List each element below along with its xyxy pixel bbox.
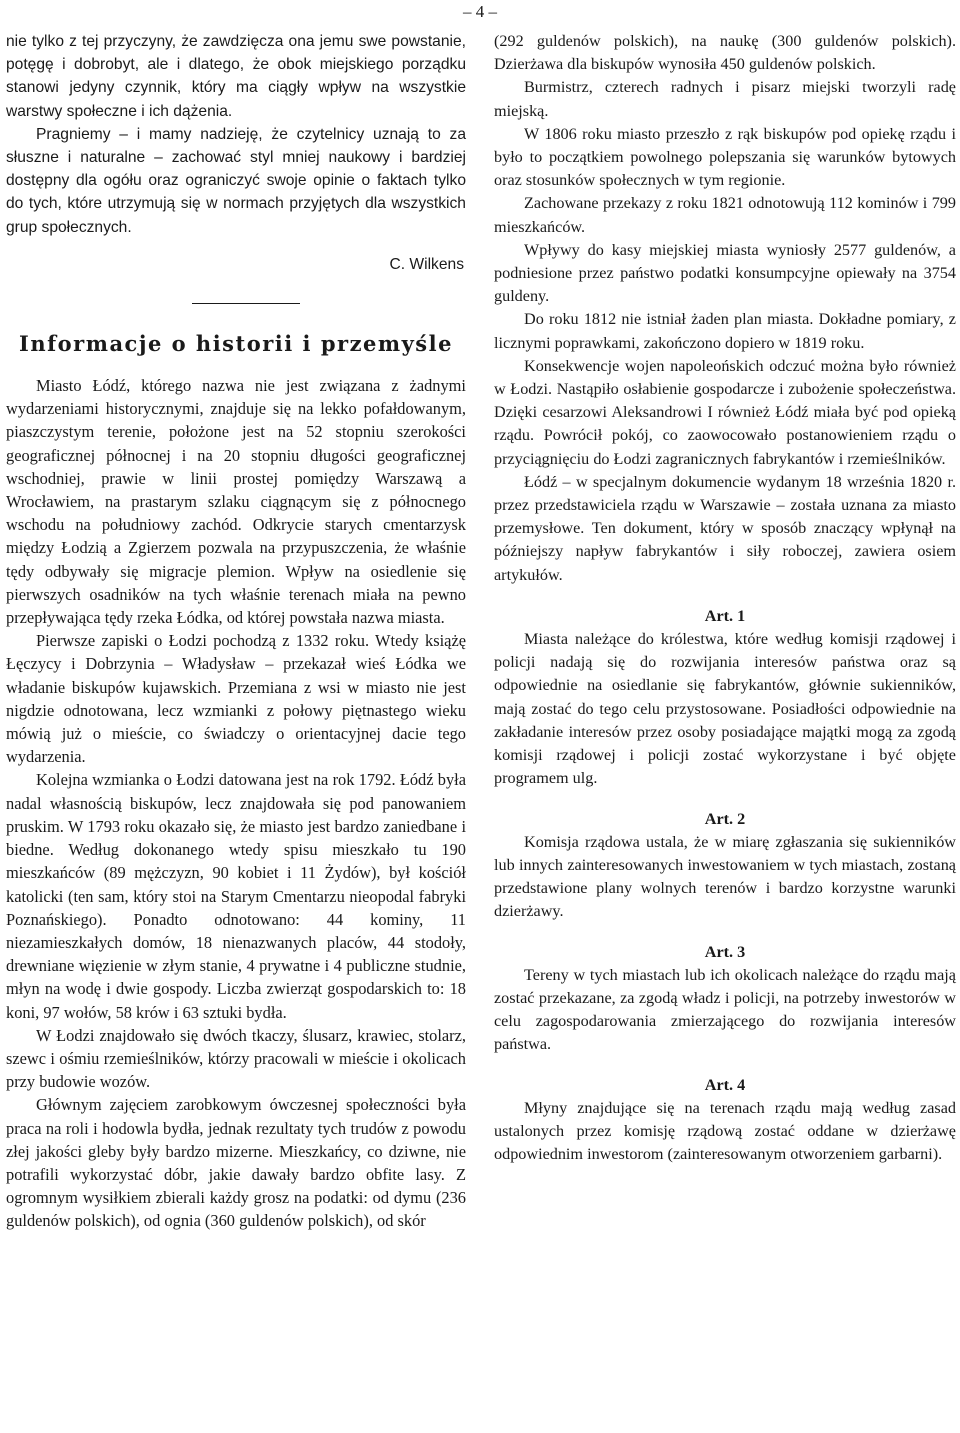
article-heading: Art. 4 (704, 1075, 746, 1094)
body-paragraph: Miasto Łódź, którego nazwa nie jest związana z żadnymi wydarzeniami historycznymi, znajduje się na lekko pofałdowanym, piaszczystym terenie, położone jest na 52 stopniu szerokości geograficznej północnej i na 20 stopniu długości geograficznej wschodniej, prawie w linii prostej pomiędzy Warszawą a Wrocławiem, na prastarym szlaku ciągnącym się z północnego wschodu na południowy zachód. Odkrycie starych cmentarzysk między Łodzią a Zgierzem pozwala na przypuszczenia, że właśnie tędy odbywały się migracje plemion. Wpływ na osiedlenie się pierwszych osadników na tych właśnie terenach miała na pewno przepływająca tędy rzeka Łódka, od której powstała nazwa miasta. (6, 376, 466, 628)
body-paragraph-continuation: (292 guldenów polskich), na naukę (300 guldenów polskich). Dzierżawa dla biskupów wynosiła 450 guldenów polskich. (494, 32, 956, 74)
article-text: Komisja rządowa ustala, że w miarę zgłaszania się sukienników lub innych zainteresowanych inwestowaniem w tych miastach, zostaną przedstawione plany wolnych terenów i bardzo korzystne warunki dzierżawy. (494, 832, 956, 921)
body-paragraph: Głównym zajęciem zarobkowym ówczesnej społeczności była praca na roli i hodowla bydła, jednak rezultaty tych trudów z powodu złej jakości gleby były bardzo mizerne. Mieszkańcy, co dziwne, nie potrafili wykorzystać dóbr, jakie dawały bardzo obfite lasy. Z ogromnym wysiłkiem zbierali każdy grosz na podatki: od dymu (236 guldenów polskich), od ognia (360 guldenów polskich), od skór (6, 1095, 466, 1231)
body-paragraph: Do roku 1812 nie istniał żaden plan miasta. Dokładne pomiary, z licznymi poprawkami, zakończono dopiero w 1819 roku. (494, 310, 956, 352)
section-title: Informacje o historii i przemyśle (19, 331, 453, 357)
body-paragraph: Zachowane przekazy z roku 1821 odnotowują 112 kominów i 799 mieszkańców. (494, 194, 956, 236)
history-body (6, 374, 466, 1233)
author-signature: C. Wilkens (389, 255, 464, 273)
body-paragraph: W 1806 roku miasto przeszło z rąk biskupów pod opiekę rządu i było to początkiem powolnego polepszania się warunków bytowych oraz stosunków społecznych w tym regionie. (494, 124, 956, 190)
section-divider (192, 303, 300, 304)
body-paragraph: Pierwsze zapiski o Łodzi pochodzą z 1332 roku. Wtedy książę Łęczycy i Dobrzynia – Władysław – przekazał wieś Łódka we władanie biskupów kujawskich. Przemiana z wsi w miasto nie jest nigdzie odnotowana, lecz wzmianki z połowy piętnastego wieku mówią już o mieście, co świadczy o orientacyjnej dacie tego wydarzenia. (6, 631, 466, 767)
intro-paragraph-continuation: nie tylko z tej przyczyny, że zawdzięcza ona jemu swe powstanie, potęgę i dobrobyt, ale i dlatego, że obok miejskiego porządku stanowi jedyny czynnik, który ma ciągły wpływ na wszystkie warstwy społeczne i ich dążenia. (6, 33, 466, 120)
body-paragraph: Konsekwencje wojen napoleońskich odczuć można było również w Łodzi. Nastąpiło osłabienie gospodarcze i zubożenie społeczeństwa. Dzięki cesarzowi Aleksandrowi I również Łódź miała być pod opieką rządu. Powrócił pokój, co zaowocowało postanowieniem rządu o przyciągnięciu do Łodzi zagranicznych fabrykantów i rzemieślników. (494, 356, 956, 468)
body-paragraph: Burmistrz, czterech radnych i pisarz miejski tworzyli radę miejską. (494, 78, 956, 120)
article-text: Tereny w tych miastach lub ich okolicach należące do rządu mają zostać przekazane, za zgodą władz i policji, na potrzeby inwestorów w celu zagospodarowania zmierzającego do rozwijania interesów państwa. (494, 965, 956, 1054)
article-heading: Art. 2 (704, 809, 746, 828)
body-paragraph: Kolejna wzmianka o Łodzi datowana jest na rok 1792. Łódź była nadal własnością biskupów, lecz znajdowała się pod panowaniem pruskim. W 1793 roku okazało się, że miasto jest bardzo zaniedbane i biedne. Według dokonanego wtedy spisu mieszkało tu 190 mieszkańców (89 mężczyzn, 90 kobiet i 11 Żydów), był kościół katolicki (ten sam, który stoi na Starym Cmentarzu nieopodal fabryki Poznańskiego). Ponadto odnotowano: 44 kominy, 11 niezamieszkałych domów, 18 nienazwanych placów, 44 stodoły, drewniane więzienie w złym stanie, 4 prywatne i 4 publiczne studnie, młyn na wodę i dwie gospody. Liczba zwierząt gospodarskich to: 18 koni, 97 wołów, 58 krów i 63 sztuki bydła. (6, 770, 466, 1022)
article-text: Miasta należące do królestwa, które według komisji rządowej i policji nadają się do rozwijania interesów państwa oraz są odpowiednie na osiedlanie się fabrykantów, głównie sukienników, mają zostać do tego celu przystosowane. Posiadłości odpowiednie na zakładanie interesów przez osoby posiadające majątki mogą za zgodą komisji rządowej i policji zostać wykorzystane i być objęte programem ulg. (494, 630, 956, 788)
body-paragraph: Łódź – w specjalnym dokumencie wydanym 18 września 1820 r. przez przedstawiciela rządu w Warszawie – została uznana za miasto przemysłowe. Ten dokument, który w sposób znaczący wpłynął na późniejszy napływ fabrykantów i siły roboczej, zawiera osiem artykułów. (494, 472, 956, 584)
article-heading: Art. 1 (704, 606, 746, 625)
body-paragraph: W Łodzi znajdowało się dwóch tkaczy, ślusarz, krawiec, stolarz, szewc i ośmiu rzemieślników, którzy pracowali w mieście i okolicach przy budowie wozów. (6, 1025, 466, 1092)
body-paragraph: Wpływy do kasy miejskiej miasta wyniosły 2577 guldenów, a podniesione przez państwo podatki konsumpcyjne opiewały na 3754 guldeny. (494, 240, 956, 306)
article-text: Młyny znajdujące się na terenach rządu mają według zasad ustalonych przez komisję rządową zostać oddane w dzierżawę odpowiednim inwestorom (zainteresowanym otworzeniem garbarni). (494, 1098, 956, 1164)
intro-paragraph: Pragniemy – i mamy nadzieję, że czytelnicy uznają to za słuszne i naturalne – zachować styl mniej naukowy i bardziej dostępny dla ogółu oraz ograniczyć swoje opinie o faktach tylko do tych, które utrzymują się w normach przyjętych dla wszystkich grup społecznych. (6, 125, 466, 236)
left-column (6, 30, 466, 1233)
page-number: – 4 – (463, 2, 497, 21)
right-column (494, 30, 956, 1166)
article-heading: Art. 3 (704, 942, 746, 961)
